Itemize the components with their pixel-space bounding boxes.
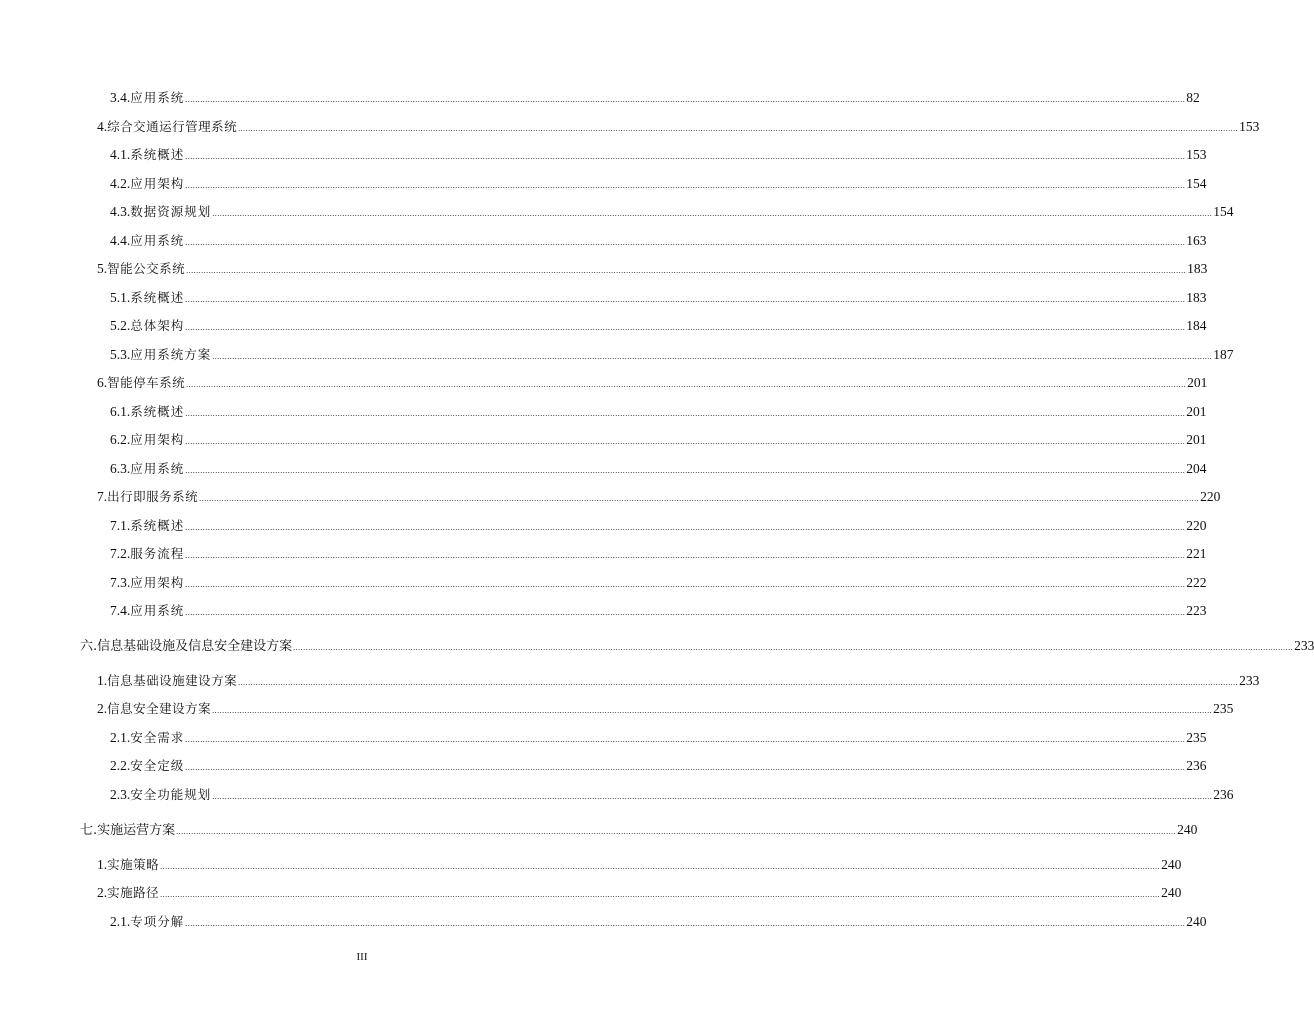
toc-entry-page-number: 204 (1186, 461, 1207, 476)
toc-entry[interactable] (110, 201, 1234, 223)
toc-entry-page-number: 183 (1187, 261, 1208, 276)
toc-dot-leader: ................................................................................................................................................................................................................................................................................................................................................................................................................ (212, 706, 1213, 715)
toc-dot-leader: ................................................................................................................................................................................................................................................................................................................................................................................................................ (293, 643, 1294, 652)
toc-entry-page-number: 233 (1239, 673, 1260, 688)
toc-entry[interactable] (110, 87, 1200, 109)
toc-entry-number: 1. (97, 857, 108, 872)
toc-entry-number: 六. (80, 639, 98, 654)
toc-entry[interactable] (110, 315, 1207, 337)
toc-entry-number: 4.3. (110, 204, 131, 219)
toc-dot-leader: ................................................................................................................................................................................................................................................................................................................................................................................................................ (185, 437, 1186, 446)
toc-entry-title: 应用架构 (130, 176, 185, 191)
toc-dot-leader: ................................................................................................................................................................................................................................................................................................................................................................................................................ (185, 323, 1186, 332)
toc-entry-title: 智能停车系统 (107, 375, 186, 390)
toc-entry[interactable] (110, 230, 1207, 252)
toc-entry-number: 7.2. (110, 546, 131, 561)
toc-entry-page-number: 235 (1186, 730, 1207, 745)
toc-entry[interactable] (110, 600, 1207, 622)
toc-entry[interactable] (110, 401, 1207, 423)
toc-entry-page-number: 220 (1200, 489, 1221, 504)
toc-entry[interactable] (110, 429, 1207, 451)
toc-entry-page-number: 240 (1177, 822, 1198, 837)
toc-dot-leader: ................................................................................................................................................................................................................................................................................................................................................................................................................ (185, 551, 1186, 560)
toc-entry-page-number: 233 (1294, 638, 1314, 653)
toc-entry-title: 服务流程 (130, 546, 185, 561)
toc-entry-title: 数据资源规划 (130, 204, 212, 219)
toc-entry-title: 综合交通运行管理系统 (107, 119, 238, 134)
toc-entry-page-number: 240 (1161, 885, 1182, 900)
toc-dot-leader: ................................................................................................................................................................................................................................................................................................................................................................................................................ (185, 735, 1186, 744)
toc-entry-page-number: 201 (1187, 375, 1208, 390)
toc-entry[interactable] (110, 287, 1207, 309)
toc-entry[interactable] (110, 755, 1207, 777)
toc-entry-title: 系统概述 (130, 518, 185, 533)
toc-entry-number: 7.1. (110, 518, 131, 533)
toc-dot-leader: ................................................................................................................................................................................................................................................................................................................................................................................................................ (212, 352, 1213, 361)
toc-entry-number: 2.1. (110, 914, 131, 929)
toc-entry[interactable] (110, 344, 1234, 366)
toc-entry-page-number: 184 (1186, 318, 1207, 333)
toc-entry-title: 应用架构 (130, 432, 185, 447)
toc-entry-number: 5.1. (110, 290, 131, 305)
toc-entry-title: 信息基础设施及信息安全建设方案 (97, 639, 293, 654)
toc-entry-title: 系统概述 (130, 404, 185, 419)
toc-entry-title: 安全需求 (130, 730, 185, 745)
toc-entry-number: 6.2. (110, 432, 131, 447)
toc-entry-page-number: 240 (1186, 914, 1207, 929)
toc-entry-page-number: 222 (1186, 575, 1207, 590)
toc-entry-title: 系统概述 (130, 147, 185, 162)
toc-entry-page-number: 201 (1186, 432, 1207, 447)
toc-entry-page-number: 220 (1186, 518, 1207, 533)
toc-entry-page-number: 221 (1186, 546, 1207, 561)
toc-entry-page-number: 236 (1186, 758, 1207, 773)
toc-entry-title: 实施路径 (107, 885, 160, 900)
toc-entry[interactable] (110, 784, 1234, 806)
toc-dot-leader: ................................................................................................................................................................................................................................................................................................................................................................................................................ (238, 678, 1239, 687)
toc-dot-leader: ................................................................................................................................................................................................................................................................................................................................................................................................................ (185, 466, 1186, 475)
toc-entry-number: 7. (97, 489, 108, 504)
toc-dot-leader: ................................................................................................................................................................................................................................................................................................................................................................................................................ (186, 380, 1187, 389)
toc-entry[interactable] (110, 543, 1207, 565)
toc-entry[interactable] (97, 698, 1234, 720)
toc-dot-leader: ................................................................................................................................................................................................................................................................................................................................................................................................................ (185, 181, 1186, 190)
toc-entry-page-number: 236 (1213, 787, 1234, 802)
page-footer-number: III (356, 951, 368, 963)
toc-dot-leader: ................................................................................................................................................................................................................................................................................................................................................................................................................ (185, 238, 1186, 247)
toc-entry-number: 4.4. (110, 233, 131, 248)
toc-entry[interactable] (110, 144, 1207, 166)
toc-entry-title: 应用架构 (130, 575, 185, 590)
toc-dot-leader: ................................................................................................................................................................................................................................................................................................................................................................................................................ (160, 890, 1161, 899)
toc-entry-title: 出行即服务系统 (107, 489, 199, 504)
toc-entry-page-number: 153 (1239, 119, 1260, 134)
toc-entry-title: 安全定级 (130, 758, 185, 773)
toc-entry-page-number: 223 (1186, 603, 1207, 618)
toc-entry[interactable] (97, 854, 1182, 876)
toc-dot-leader: ................................................................................................................................................................................................................................................................................................................................................................................................................ (185, 409, 1186, 418)
toc-entry-number: 4. (97, 119, 108, 134)
toc-entry-number: 2.1. (110, 730, 131, 745)
toc-entry[interactable] (80, 635, 1314, 657)
toc-entry-title: 应用系统 (130, 461, 185, 476)
toc-entry-title: 智能公交系统 (107, 261, 186, 276)
toc-entry-title: 系统概述 (130, 290, 185, 305)
toc-entry-number: 6.1. (110, 404, 131, 419)
toc-dot-leader: ................................................................................................................................................................................................................................................................................................................................................................................................................ (212, 792, 1213, 801)
toc-entry-number: 5. (97, 261, 108, 276)
toc-entry-title: 实施运营方案 (97, 823, 176, 838)
toc-entry[interactable] (110, 458, 1207, 480)
toc-entry[interactable] (110, 515, 1207, 537)
toc-dot-leader: ................................................................................................................................................................................................................................................................................................................................................................................................................ (185, 295, 1186, 304)
toc-entry[interactable] (97, 258, 1208, 280)
toc-entry-number: 2. (97, 701, 108, 716)
toc-entry-page-number: 82 (1186, 90, 1200, 105)
toc-entry-number: 七. (80, 823, 98, 838)
toc-entry-page-number: 201 (1186, 404, 1207, 419)
toc-entry-number: 2.2. (110, 758, 131, 773)
toc-entry-number: 4.2. (110, 176, 131, 191)
toc-dot-leader: ................................................................................................................................................................................................................................................................................................................................................................................................................ (185, 919, 1186, 928)
toc-entry[interactable] (110, 911, 1207, 933)
toc-entry[interactable] (97, 882, 1182, 904)
toc-entry-number: 4.1. (110, 147, 131, 162)
toc-dot-leader: ................................................................................................................................................................................................................................................................................................................................................................................................................ (185, 152, 1186, 161)
toc-entry[interactable] (97, 372, 1208, 394)
toc-entry-title: 实施策略 (107, 857, 160, 872)
toc-entry-number: 5.2. (110, 318, 131, 333)
toc-entry-title: 信息安全建设方案 (107, 701, 212, 716)
toc-dot-leader: ................................................................................................................................................................................................................................................................................................................................................................................................................ (185, 763, 1186, 772)
toc-entry-number: 5.3. (110, 347, 131, 362)
toc-entry-page-number: 187 (1213, 347, 1234, 362)
toc-entry-title: 应用系统 (130, 603, 185, 618)
toc-dot-leader: ................................................................................................................................................................................................................................................................................................................................................................................................................ (185, 95, 1186, 104)
toc-entry-number: 6. (97, 375, 108, 390)
toc-entry-title: 总体架构 (130, 318, 185, 333)
toc-entry-page-number: 154 (1186, 176, 1207, 191)
toc-entry-number: 7.4. (110, 603, 131, 618)
toc-entry-number: 1. (97, 673, 108, 688)
toc-entry-number: 7.3. (110, 575, 131, 590)
toc-entry-number: 6.3. (110, 461, 131, 476)
toc-entry-title: 应用系统 (130, 90, 185, 105)
toc-dot-leader: ................................................................................................................................................................................................................................................................................................................................................................................................................ (185, 608, 1186, 617)
toc-entry-number: 3.4. (110, 90, 131, 105)
toc-dot-leader: ................................................................................................................................................................................................................................................................................................................................................................................................................ (185, 523, 1186, 532)
toc-dot-leader: ................................................................................................................................................................................................................................................................................................................................................................................................................ (185, 580, 1186, 589)
toc-entry-page-number: 183 (1186, 290, 1207, 305)
toc-entry-number: 2.3. (110, 787, 131, 802)
toc-entry-title: 应用系统方案 (130, 347, 212, 362)
toc-entry-page-number: 153 (1186, 147, 1207, 162)
toc-dot-leader: ................................................................................................................................................................................................................................................................................................................................................................................................................ (212, 209, 1213, 218)
toc-entry-page-number: 154 (1213, 204, 1234, 219)
toc-dot-leader: ................................................................................................................................................................................................................................................................................................................................................................................................................ (199, 494, 1200, 503)
toc-entry-page-number: 163 (1186, 233, 1207, 248)
toc-entry-title: 应用系统 (130, 233, 185, 248)
toc-entry-title: 专项分解 (130, 914, 185, 929)
toc-dot-leader: ................................................................................................................................................................................................................................................................................................................................................................................................................ (238, 124, 1239, 133)
toc-entry-page-number: 240 (1161, 857, 1182, 872)
toc-dot-leader: ................................................................................................................................................................................................................................................................................................................................................................................................................ (176, 827, 1177, 836)
toc-entry[interactable] (80, 819, 1198, 841)
toc-dot-leader: ................................................................................................................................................................................................................................................................................................................................................................................................................ (160, 862, 1161, 871)
toc-entry[interactable] (110, 572, 1207, 594)
toc-dot-leader: ................................................................................................................................................................................................................................................................................................................................................................................................................ (186, 266, 1187, 275)
toc-entry[interactable] (97, 670, 1260, 692)
toc-entry[interactable] (97, 116, 1260, 138)
toc-entry-page-number: 235 (1213, 701, 1234, 716)
toc-entry-title: 信息基础设施建设方案 (107, 673, 238, 688)
toc-entry[interactable] (110, 173, 1207, 195)
toc-entry[interactable] (110, 727, 1207, 749)
toc-entry[interactable] (97, 486, 1221, 508)
toc-entry-number: 2. (97, 885, 108, 900)
toc-entry-title: 安全功能规划 (130, 787, 212, 802)
